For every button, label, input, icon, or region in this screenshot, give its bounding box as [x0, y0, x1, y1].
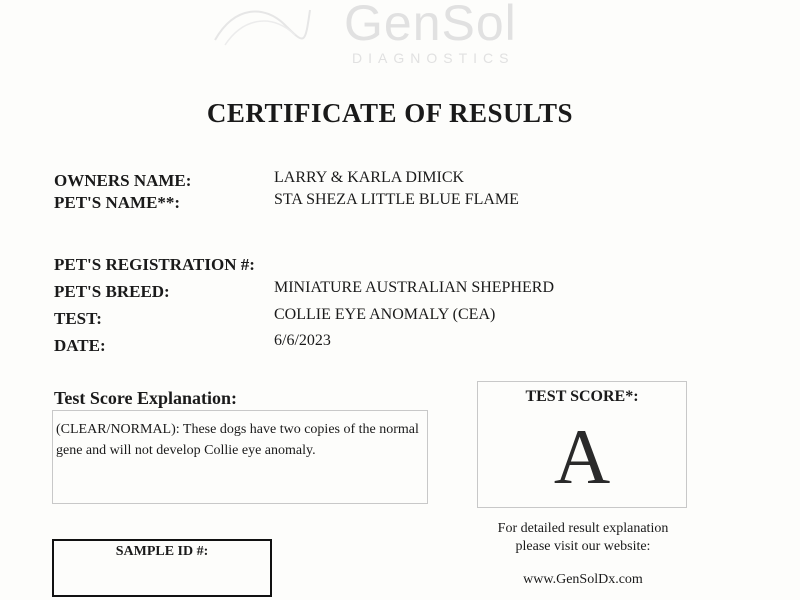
owners-name-label: OWNERS NAME: — [54, 171, 192, 190]
pets-breed-value: MINIATURE AUSTRALIAN SHEPHERD — [274, 279, 555, 296]
test-value: COLLIE EYE ANOMALY (CEA) — [274, 306, 496, 323]
owners-name-value: LARRY & KARLA DIMICK — [274, 169, 465, 186]
pets-name-label: PET'S NAME**: — [54, 193, 181, 212]
test-label: TEST: — [54, 309, 102, 328]
sample-id-label: SAMPLE ID #: — [115, 544, 209, 559]
date-value: 6/6/2023 — [274, 332, 331, 349]
logo-name: GenSol — [344, 0, 517, 51]
explanation-heading: Test Score Explanation: — [54, 388, 238, 408]
explanation-line-1: (CLEAR/NORMAL): These dogs have two copies of the normal — [56, 422, 419, 437]
gensol-logo — [300, 0, 560, 78]
pets-breed-label: PET'S BREED: — [54, 282, 170, 301]
pets-registration-label: PET'S REGISTRATION #: — [54, 255, 255, 274]
test-score-value: A — [553, 413, 611, 500]
footer-line-2: please visit our website: — [515, 539, 651, 554]
test-score-label: TEST SCORE*: — [525, 388, 639, 405]
test-score-box — [477, 381, 687, 508]
sample-id-box — [52, 539, 272, 597]
website-link[interactable]: www.GenSolDx.com — [523, 572, 643, 587]
pets-name-value: STA SHEZA LITTLE BLUE FLAME — [274, 191, 519, 208]
logo-swirl-icon — [205, 0, 315, 50]
explanation-box — [52, 410, 428, 504]
certificate-title: CERTIFICATE OF RESULTS — [206, 98, 574, 128]
date-label: DATE: — [54, 336, 106, 355]
footer-line-1: For detailed result explanation — [497, 521, 669, 536]
logo-subtitle: DIAGNOSTICS — [352, 50, 515, 66]
explanation-line-2: gene and will not develop Collie eye anomaly. — [56, 443, 316, 458]
